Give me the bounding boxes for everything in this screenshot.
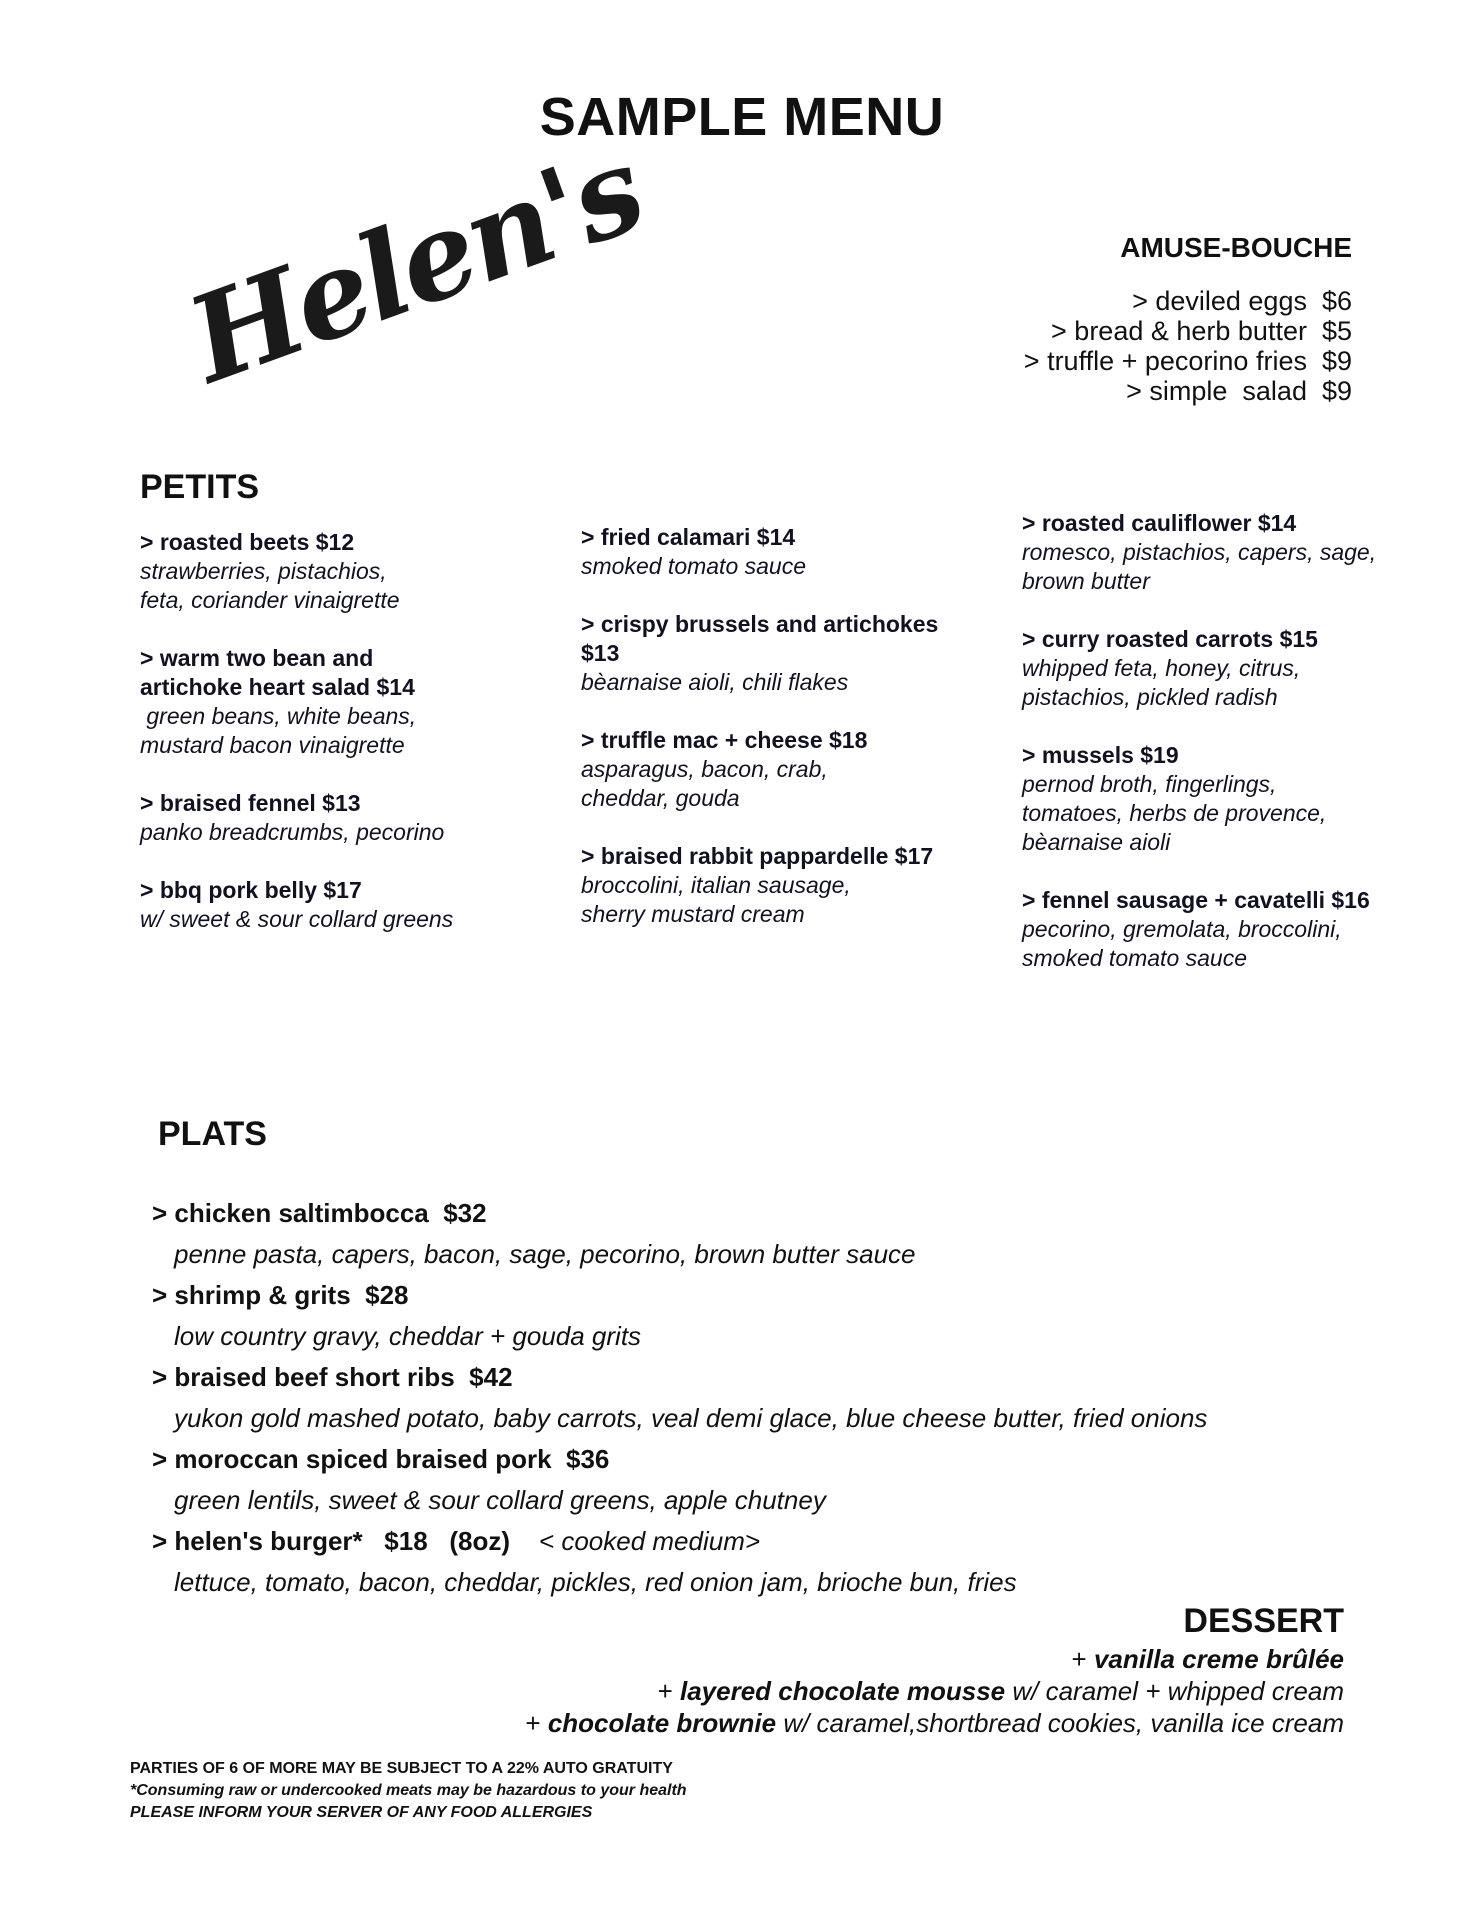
plat-name [152,1193,1352,1233]
dish-name: > mussels $19 [1022,742,1179,768]
plat-note: < cooked medium> [510,1526,761,1556]
dish-description: pernod broth, fingerlings, tomatoes, herbs de provence, bèarnaise aioli [1022,771,1327,855]
dish-name: > roasted cauliflower $14 [1022,510,1297,536]
petit-dish [581,610,991,697]
plat-item [152,1357,1352,1439]
dish-name: > roasted beets $12 [140,529,355,555]
amuse-bouche-section [1024,232,1352,406]
dish-name: > fennel sausage + cavatelli $16 [1022,887,1370,913]
footer-notes [130,1758,687,1824]
dish-description: whipped feta, honey, citrus, pistachios, pickled radish [1022,655,1301,710]
raw-meat-warning: *Consuming raw or undercooked meats may be hazardous to your health [130,1782,687,1799]
plat-description: penne pasta, capers, bacon, sage, pecorino, brown butter sauce [174,1239,916,1269]
dish-description: pecorino, gremolata, broccolini, smoked tomato sauce [1022,916,1342,971]
plat-name-text: > moroccan spiced braised pork $36 [152,1444,610,1474]
petits-column-2 [581,523,991,958]
plat-item [152,1439,1352,1521]
amuse-bouche-heading: AMUSE-BOUCHE [1120,232,1352,263]
petit-dish [1022,741,1442,857]
dessert-prefix: + [525,1708,548,1738]
plat-name [152,1357,1352,1397]
gratuity-note: PARTIES OF 6 OF MORE MAY BE SUBJECT TO A 22% AUTO GRATUITY [130,1760,673,1777]
dessert-item [344,1643,1344,1675]
dish-description: smoked tomato sauce [581,553,807,579]
plat-name [152,1439,1352,1479]
dessert-name: vanilla creme brûlée [1093,1644,1344,1674]
plat-name-text: > helen's burger* $18 (8oz) [152,1526,511,1556]
dish-name: > truffle mac + cheese $18 [581,727,868,753]
dessert-item [344,1707,1344,1739]
petits-heading: PETITS [140,468,260,506]
dessert-item [344,1675,1344,1707]
plat-name-text: > shrimp & grits $28 [152,1280,409,1310]
plat-description: lettuce, tomato, bacon, cheddar, pickles, red onion jam, brioche bun, fries [174,1567,1017,1597]
dish-description: romesco, pistachios, capers, sage, brown butter [1022,539,1377,594]
amuse-item: > bread & herb butter $5 [1051,316,1352,346]
dish-description: green beans, white beans, mustard bacon vinaigrette [140,703,417,758]
dish-description: asparagus, bacon, crab, cheddar, gouda [581,756,828,811]
dessert-description: w/ caramel,shortbread cookies, vanilla ice cream [776,1708,1344,1738]
petit-dish [140,644,560,760]
amuse-item: > deviled eggs $6 [1132,286,1352,316]
dessert-prefix: + [1071,1644,1094,1674]
plat-description: yukon gold mashed potato, baby carrots, veal demi glace, blue cheese butter, fried onions [174,1403,1208,1433]
dessert-section [344,1602,1344,1739]
petits-column-3 [1022,509,1442,1002]
dessert-description: w/ caramel + whipped cream [1005,1676,1344,1706]
logo-text: Helen's [171,119,658,410]
amuse-item: > simple salad $9 [1126,376,1352,406]
plat-item [152,1521,1352,1603]
dish-name: > curry roasted carrots $15 [1022,626,1318,652]
page-title: SAMPLE MENU [539,87,945,147]
dish-name: > braised rabbit pappardelle $17 [581,843,934,869]
plat-item [152,1193,1352,1275]
dish-name: > braised fennel $13 [140,790,361,816]
dish-description: w/ sweet & sour collard greens [140,906,454,932]
dessert-name: layered chocolate mousse [679,1676,1006,1706]
dessert-name: chocolate brownie [547,1708,777,1738]
dish-name: > bbq pork belly $17 [140,877,362,903]
plat-item [152,1275,1352,1357]
dish-description: strawberries, pistachios, feta, coriander vinaigrette [140,558,400,613]
plats-list [152,1193,1352,1603]
dish-description: broccolini, italian sausage, sherry mustard cream [581,872,851,927]
dish-name: > warm two bean and artichoke heart salad $14 [140,645,415,700]
plat-name-text: > braised beef short ribs $42 [152,1362,513,1392]
amuse-item: > truffle + pecorino fries $9 [1023,346,1352,376]
plat-name [152,1275,1352,1315]
petit-dish [1022,509,1442,596]
allergy-note: PLEASE INFORM YOUR SERVER OF ANY FOOD ALLERGIES [130,1804,593,1821]
plat-description: green lentils, sweet & sour collard greens, apple chutney [174,1485,826,1515]
petits-column-1 [140,528,560,963]
dish-description: bèarnaise aioli, chili flakes [581,669,849,695]
dish-name: > crispy brussels and artichokes $13 [581,611,939,666]
dish-name: > fried calamari $14 [581,524,796,550]
petit-dish [140,789,560,847]
petit-dish [581,842,991,929]
plat-name [152,1521,1352,1561]
helens-logo [160,119,658,410]
petit-dish [581,726,991,813]
petit-dish [140,528,560,615]
plat-name-text: > chicken saltimbocca $32 [152,1198,487,1228]
petit-dish [1022,886,1442,973]
dish-description: panko breadcrumbs, pecorino [140,819,445,845]
petit-dish [140,876,560,934]
dessert-prefix: + [657,1676,680,1706]
petit-dish [1022,625,1442,712]
petit-dish [581,523,991,581]
plats-heading: PLATS [158,1115,267,1153]
dessert-heading: DESSERT [1183,1602,1344,1640]
plat-description: low country gravy, cheddar + gouda grits [174,1321,642,1351]
